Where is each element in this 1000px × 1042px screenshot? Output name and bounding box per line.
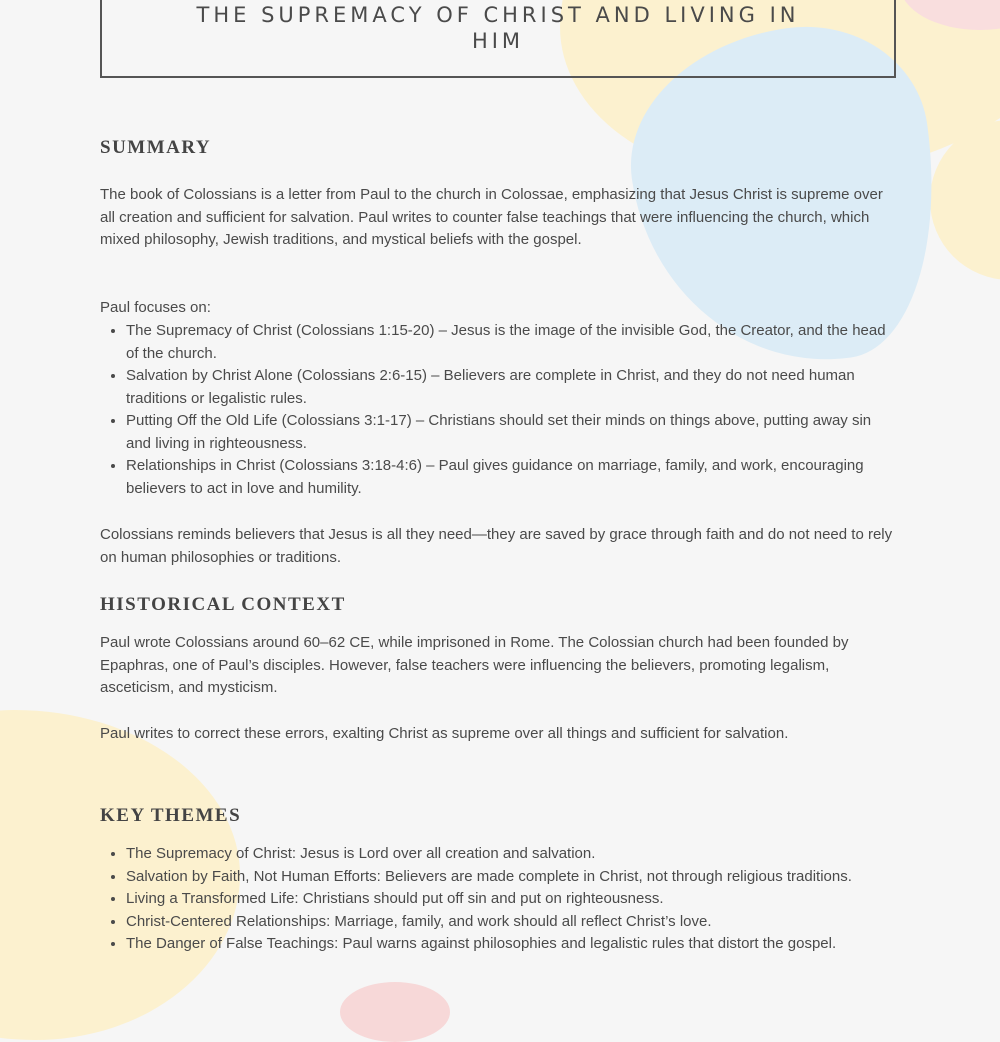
page-title: THE SUPREMACY OF CHRIST AND LIVING IN HIM — [196, 3, 800, 53]
list-item: • Putting Off the Old Life (Colossians 3:1-17) – Christians should set their minds on things above, putting away sin and living in righteousness. — [126, 410, 900, 455]
list-item: • The Danger of False Teachings: Paul warns against philosophies and legalistic rules that distort the gospel. — [126, 933, 900, 956]
historical-context-para-2: Paul writes to correct these errors, exalting Christ as supreme over all things and sufficient for salvation. — [100, 725, 789, 742]
key-themes-list — [100, 843, 900, 956]
decorative-blob-pink-bottom — [340, 982, 450, 1042]
summary-heading: SUMMARY — [100, 137, 212, 158]
title-box — [100, 0, 896, 78]
list-item: • The Supremacy of Christ: Jesus is Lord over all creation and salvation. — [126, 843, 900, 866]
summary-focus-list — [100, 320, 900, 500]
key-themes-heading: KEY THEMES — [100, 805, 242, 826]
historical-context-para-1: Paul wrote Colossians around 60–62 CE, while imprisoned in Rome. The Colossian church had been founded by Epaphras, one of Paul’s disciples. However, false teachers were influencing the believers, promoting legalism, asceticism, and mysticism. — [100, 634, 849, 696]
list-item: • Salvation by Faith, Not Human Efforts: Believers are made complete in Christ, not through religious traditions. — [126, 866, 900, 889]
list-item: • Salvation by Christ Alone (Colossians 2:6-15) – Believers are complete in Christ, and they do not need human traditions or legalistic rules. — [126, 365, 900, 410]
list-item: • Living a Transformed Life: Christians should put off sin and put on righteousness. — [126, 888, 900, 911]
summary-intro: The book of Colossians is a letter from Paul to the church in Colossae, emphasizing that Jesus Christ is supreme over all creation and sufficient for salvation. Paul writes to counter false teachings that were influencing the church, which mixed philosophy, Jewish traditions, and mystical beliefs with the gospel. — [100, 186, 883, 248]
summary-closing: Colossians reminds believers that Jesus is all they need—they are saved by grace through faith and do not need to rely on human philosophies or traditions. — [100, 526, 893, 566]
historical-context-heading: HISTORICAL CONTEXT — [100, 594, 346, 615]
summary-focus-label: Paul focuses on: — [100, 299, 211, 316]
list-item: • Christ-Centered Relationships: Marriage, family, and work should all reflect Christ’s love. — [126, 911, 900, 934]
list-item: • The Supremacy of Christ (Colossians 1:15-20) – Jesus is the image of the invisible God, the Creator, and the head of the church. — [126, 320, 900, 365]
list-item: • Relationships in Christ (Colossians 3:18-4:6) – Paul gives guidance on marriage, family, and work, encouraging believers to act in love and humility. — [126, 455, 900, 500]
